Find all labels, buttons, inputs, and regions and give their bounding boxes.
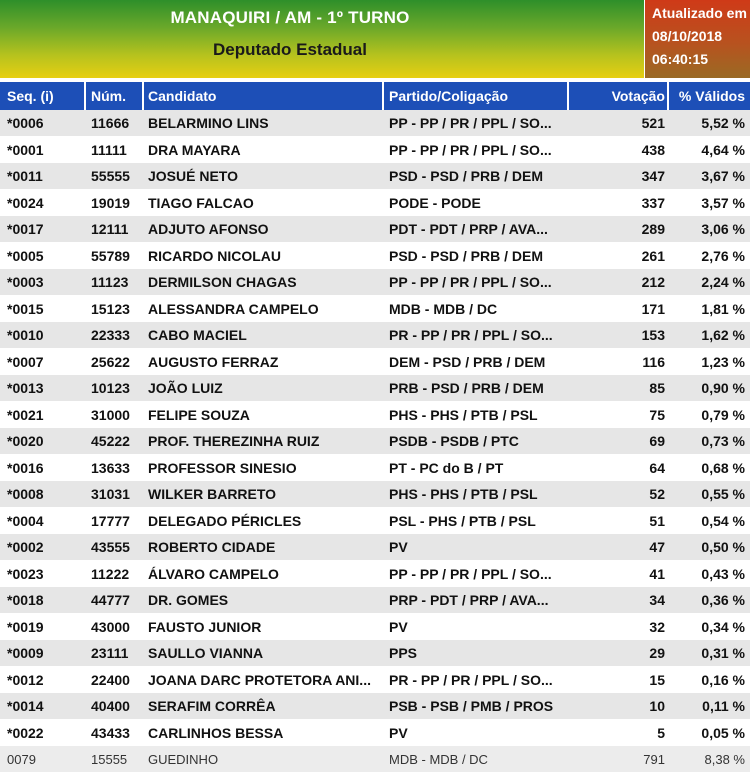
cell-candidate: ADJUTO AFONSO <box>148 221 269 237</box>
cell-candidate: TIAGO FALCAO <box>148 194 254 211</box>
cell-percent: 1,81 % <box>701 300 745 317</box>
cell-votes: 438 <box>641 141 665 158</box>
cell-candidate: DELEGADO PÉRICLES <box>148 512 302 529</box>
table-row <box>0 243 750 270</box>
cell-candidate: DRA MAYARA <box>148 141 241 158</box>
table-row <box>0 428 750 455</box>
cell-party: MDB - MDB / DC <box>389 752 488 767</box>
cell-votes: 15 <box>649 671 665 688</box>
cell-num: 19019 <box>91 194 130 211</box>
cell-percent: 0,36 % <box>701 592 745 608</box>
table-row <box>0 110 750 137</box>
cell-seq: *0022 <box>7 724 44 741</box>
table-row <box>0 455 750 482</box>
cell-votes: 32 <box>649 618 665 635</box>
cell-party: PV <box>389 618 408 635</box>
cell-num: 13633 <box>91 459 130 476</box>
cell-votes: 64 <box>649 459 665 476</box>
col-header-seq[interactable]: Seq. (i) <box>7 88 54 104</box>
table-row <box>0 561 750 588</box>
cell-percent: 0,50 % <box>701 539 745 555</box>
cell-party: PSB - PSB / PMB / PROS <box>389 698 554 714</box>
cell-candidate: SAULLO VIANNA <box>148 645 264 661</box>
cell-percent: 0,34 % <box>701 618 745 635</box>
cell-candidate: JOSUÉ NETO <box>148 168 238 184</box>
cell-candidate: GUEDINHO <box>148 752 219 767</box>
table-row <box>0 402 750 429</box>
cell-party: PP - PP / PR / PPL / SO... <box>389 115 552 131</box>
cell-num: 43555 <box>91 539 130 555</box>
cell-num: 25622 <box>91 353 130 370</box>
cell-num: 44777 <box>91 592 130 608</box>
cell-seq: *0002 <box>7 539 44 555</box>
cell-num: 10123 <box>91 380 130 396</box>
cell-seq: *0005 <box>7 247 44 264</box>
col-header-percent[interactable]: % Válidos <box>678 88 745 104</box>
cell-candidate: PROFESSOR SINESIO <box>148 459 297 476</box>
cell-candidate: WILKER BARRETO <box>148 486 277 502</box>
table-row <box>0 375 750 402</box>
col-header-party[interactable]: Partido/Coligação <box>389 88 509 104</box>
table-row <box>0 667 750 694</box>
cell-candidate: FELIPE SOUZA <box>148 406 250 423</box>
cell-percent: 5,52 % <box>701 115 745 131</box>
cell-num: 15123 <box>91 300 130 317</box>
table-row <box>0 508 750 535</box>
cell-percent: 0,73 % <box>701 433 745 449</box>
cell-candidate: RICARDO NICOLAU <box>148 247 281 264</box>
cell-seq: *0006 <box>7 115 44 131</box>
cell-party: PR - PP / PR / PPL / SO... <box>389 327 553 343</box>
page-banner <box>0 0 644 78</box>
cell-party: PRB - PSD / PRB / DEM <box>389 380 544 396</box>
cell-seq: *0016 <box>7 459 44 476</box>
cell-candidate: PROF. THEREZINHA RUIZ <box>148 433 320 449</box>
cell-percent: 4,64 % <box>701 141 745 158</box>
cell-percent: 1,23 % <box>701 353 745 370</box>
cell-party: PSD - PSD / PRB / DEM <box>389 168 544 184</box>
cell-percent: 0,31 % <box>701 645 745 661</box>
cell-num: 43000 <box>91 618 130 635</box>
cell-num: 22333 <box>91 327 130 343</box>
cell-seq: *0021 <box>7 406 44 423</box>
cell-num: 22400 <box>91 671 130 688</box>
cell-num: 11666 <box>91 115 130 131</box>
col-header-num[interactable]: Núm. <box>91 88 126 104</box>
table-row <box>0 614 750 641</box>
cell-party: PP - PP / PR / PPL / SO... <box>389 565 552 582</box>
cell-num: 45222 <box>91 433 130 449</box>
cell-seq: *0017 <box>7 221 44 237</box>
cell-percent: 8,38 % <box>704 752 745 767</box>
cell-votes: 51 <box>649 512 665 529</box>
cell-party: PODE - PODE <box>389 194 481 211</box>
cell-seq: *0024 <box>7 194 44 211</box>
table-row <box>0 481 750 508</box>
cell-percent: 0,68 % <box>701 459 745 476</box>
column-divider <box>142 82 144 110</box>
cell-seq: *0001 <box>7 141 44 158</box>
cell-percent: 0,05 % <box>701 724 745 741</box>
cell-votes: 10 <box>649 698 665 714</box>
table-row <box>0 693 750 720</box>
cell-candidate: AUGUSTO FERRAZ <box>148 353 279 370</box>
cell-percent: 3,06 % <box>701 221 745 237</box>
cell-num: 23111 <box>91 645 129 661</box>
cell-seq: *0009 <box>7 645 44 661</box>
cell-votes: 34 <box>649 592 665 608</box>
updated-label: Atualizado em <box>652 5 747 21</box>
column-divider <box>84 82 86 110</box>
col-header-votes[interactable]: Votação <box>611 88 665 104</box>
table-row <box>0 322 750 349</box>
cell-seq: *0007 <box>7 353 44 370</box>
cell-num: 11111 <box>91 141 127 158</box>
results-table <box>0 82 750 773</box>
cell-num: 55555 <box>91 168 130 184</box>
cell-num: 11123 <box>91 274 129 290</box>
col-header-candidate[interactable]: Candidato <box>148 88 217 104</box>
cell-candidate: SERAFIM CORRÊA <box>148 698 276 714</box>
cell-party: PSD - PSD / PRB / DEM <box>389 247 544 264</box>
cell-candidate: JOÃO LUIZ <box>148 380 223 396</box>
cell-votes: 69 <box>649 433 665 449</box>
cell-votes: 85 <box>649 380 665 396</box>
cell-votes: 347 <box>641 168 665 184</box>
cell-votes: 791 <box>643 752 665 767</box>
cell-candidate: CABO MACIEL <box>148 327 247 343</box>
cell-candidate: CARLINHOS BESSA <box>148 724 284 741</box>
table-row <box>0 296 750 323</box>
cell-num: 40400 <box>91 698 130 714</box>
table-row <box>0 640 750 667</box>
cell-candidate: JOANA DARC PROTETORA ANI... <box>148 671 371 688</box>
table-row <box>0 269 750 296</box>
table-row <box>0 534 750 561</box>
cell-party: PSL - PHS / PTB / PSL <box>389 512 536 529</box>
cell-seq: *0010 <box>7 327 44 343</box>
table-header <box>0 82 750 110</box>
cell-votes: 29 <box>649 645 665 661</box>
cell-votes: 212 <box>641 274 665 290</box>
cell-seq: 0079 <box>7 752 36 767</box>
cell-votes: 116 <box>642 353 665 370</box>
cell-votes: 52 <box>649 486 665 502</box>
updated-time: 06:40:15 <box>652 51 709 67</box>
cell-seq: *0003 <box>7 274 44 290</box>
cell-seq: *0023 <box>7 565 44 582</box>
cell-num: 43433 <box>91 724 130 741</box>
cell-votes: 5 <box>657 724 665 741</box>
cell-percent: 0,79 % <box>701 406 745 423</box>
cell-percent: 0,90 % <box>701 380 745 396</box>
table-row <box>0 720 750 747</box>
cell-votes: 261 <box>641 247 665 264</box>
cell-percent: 0,16 % <box>701 671 745 688</box>
cell-percent: 0,11 % <box>702 698 745 714</box>
table-row <box>0 190 750 217</box>
cell-party: PDT - PDT / PRP / AVA... <box>389 221 548 237</box>
column-divider <box>567 82 569 110</box>
cell-percent: 1,62 % <box>701 327 745 343</box>
cell-candidate: ROBERTO CIDADE <box>148 539 276 555</box>
cell-party: MDB - MDB / DC <box>389 300 498 317</box>
updated-date: 08/10/2018 <box>652 28 723 44</box>
cell-party: PHS - PHS / PTB / PSL <box>389 406 538 423</box>
cell-votes: 153 <box>641 327 665 343</box>
cell-num: 17777 <box>91 512 130 529</box>
cell-seq: *0015 <box>7 300 44 317</box>
cell-votes: 337 <box>641 194 665 211</box>
cell-seq: *0018 <box>7 592 44 608</box>
table-row <box>0 137 750 164</box>
cell-party: PR - PP / PR / PPL / SO... <box>389 671 553 688</box>
cell-candidate: DERMILSON CHAGAS <box>148 274 297 290</box>
cell-party: PPS <box>389 645 418 661</box>
cell-num: 12111 <box>91 221 129 237</box>
cell-candidate: ÁLVARO CAMPELO <box>148 565 279 582</box>
cell-seq: *0014 <box>7 698 44 714</box>
cell-percent: 2,24 % <box>701 274 745 290</box>
cell-votes: 41 <box>649 565 665 582</box>
cell-seq: *0013 <box>7 380 44 396</box>
table-row <box>0 163 750 190</box>
table-row-footer <box>0 746 750 773</box>
cell-seq: *0004 <box>7 512 44 529</box>
table-row <box>0 349 750 376</box>
cell-percent: 0,55 % <box>701 486 745 502</box>
cell-party: PRP - PDT / PRP / AVA... <box>389 592 549 608</box>
cell-candidate: FAUSTO JUNIOR <box>148 618 262 635</box>
cell-party: PV <box>389 539 408 555</box>
cell-seq: *0008 <box>7 486 44 502</box>
cell-num: 31000 <box>91 406 130 423</box>
cell-percent: 3,57 % <box>701 194 745 211</box>
cell-percent: 3,67 % <box>701 168 745 184</box>
table-row <box>0 216 750 243</box>
cell-num: 31031 <box>91 486 130 502</box>
cell-seq: *0011 <box>7 168 43 184</box>
cell-votes: 289 <box>641 221 665 237</box>
table-row <box>0 587 750 614</box>
cell-party: PV <box>389 724 408 741</box>
cell-party: DEM - PSD / PRB / DEM <box>389 353 546 370</box>
cell-candidate: ALESSANDRA CAMPELO <box>148 300 319 317</box>
cell-votes: 75 <box>649 406 665 423</box>
cell-candidate: DR. GOMES <box>148 592 229 608</box>
cell-percent: 2,76 % <box>701 247 745 264</box>
cell-votes: 47 <box>649 539 665 555</box>
updated-box <box>645 0 750 78</box>
cell-seq: *0012 <box>7 671 44 688</box>
cell-num: 15555 <box>91 752 128 767</box>
cell-party: PT - PC do B / PT <box>389 459 504 476</box>
cell-num: 55789 <box>91 247 130 264</box>
cell-percent: 0,43 % <box>701 565 745 582</box>
table-body <box>0 110 750 746</box>
cell-party: PP - PP / PR / PPL / SO... <box>389 141 552 158</box>
page-subtitle: Deputado Estadual <box>213 40 367 59</box>
cell-votes: 171 <box>641 300 665 317</box>
cell-party: PP - PP / PR / PPL / SO... <box>389 274 552 290</box>
cell-percent: 0,54 % <box>701 512 745 529</box>
cell-num: 11222 <box>91 565 130 582</box>
column-divider <box>382 82 384 110</box>
cell-seq: *0019 <box>7 618 44 635</box>
cell-votes: 521 <box>641 115 665 131</box>
cell-party: PHS - PHS / PTB / PSL <box>389 486 538 502</box>
cell-seq: *0020 <box>7 433 44 449</box>
page-title: MANAQUIRI / AM - 1º TURNO <box>170 8 410 27</box>
column-divider <box>667 82 669 110</box>
cell-party: PSDB - PSDB / PTC <box>389 433 519 449</box>
cell-candidate: BELARMINO LINS <box>148 115 269 131</box>
